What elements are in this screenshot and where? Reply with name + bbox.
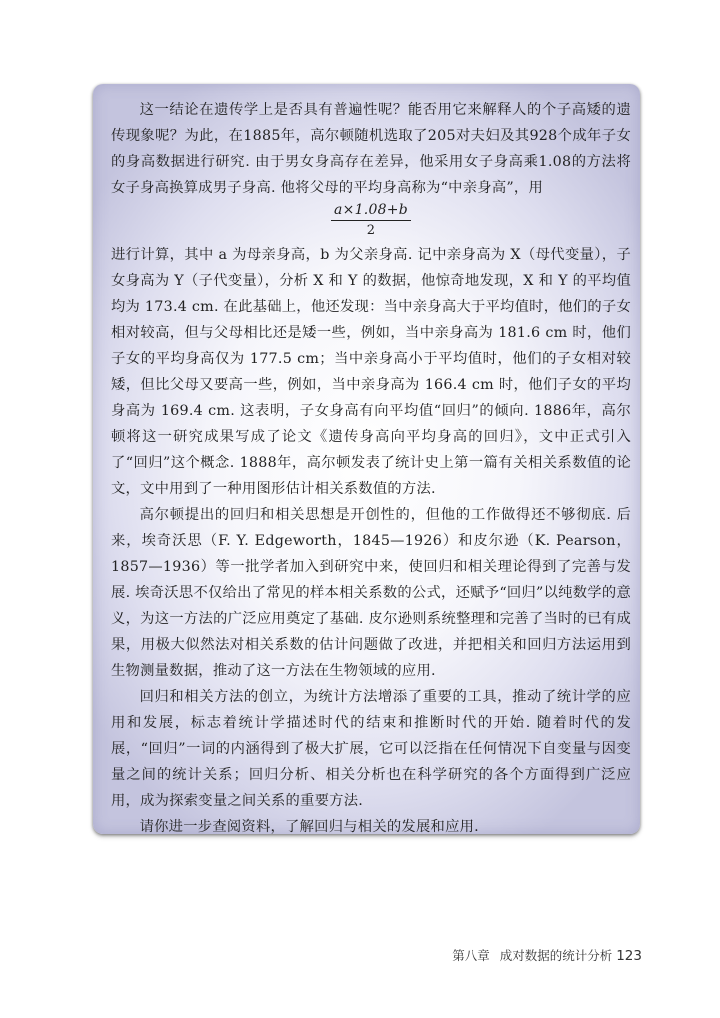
mid-parent-height-formula bbox=[111, 201, 631, 240]
formula-numerator: a×1.08+b bbox=[331, 201, 411, 221]
paragraph-1-intro: 这一结论在遗传学上是否具有普遍性呢？能否用它来解释人的个子高矮的遗传现象呢？为此，在1885年，高尔顿随机选取了205对夫妇及其928个成年子女的身高数据进行研究. 由于男女身高存在差异，他采用女子身高乘1.08的方法将女子身高换算成男子身高. 他将父母的平均身高称为“中亲身高”，用 bbox=[111, 102, 631, 196]
paragraph-4: 请你进一步查阅资料，了解回归与相关的发展和应用. bbox=[139, 819, 479, 835]
chapter-title: 成对数据的统计分析 bbox=[499, 948, 613, 963]
paragraph-1-continuation: 进行计算，其中 a 为母亲身高，b 为父亲身高. 记中亲身高为 X（母代变量），子女身高为 Y（子代变量），分析 X 和 Y 的数据，他惊奇地发现，X 和 Y 的平均值均为 173.4 cm. 在此基础上，他还发现：当中亲身高大于平均值时，他们的子女相对较高，但与父母相比还是矮一些，例如，当中亲身高为 181.6 cm 时，他们子女的平均身高仅为 177.5 cm；当中亲身高小于平均值时，他们的子女相对较矮，但比父母又要高一些，例如，当中亲身高为 166.4 cm 时，他们子女的平均身高为 169.4 cm. 这表明，子女身高有向平均值“回归”的倾向. 1886年，高尔顿将这一研究成果写成了论文《遗传身高向平均身高的回归》，文中正式引入了“回归”这个概念. 1888年，高尔顿发表了统计史上第一篇有关相关系数值的论文，文中用到了一种用图形估计相关系数值的方法. bbox=[111, 247, 631, 497]
chapter-label: 第八章 bbox=[452, 948, 490, 963]
formula-denominator: 2 bbox=[366, 223, 376, 238]
reading-box-text bbox=[111, 97, 631, 840]
paragraph-2: 高尔顿提出的回归和相关思想是开创性的，但他的工作做得还不够彻底. 后来，埃奇沃思（F. Y. Edgeworth，1845—1926）和皮尔逊（K. Pearson，1857—1936）等一批学者加入到研究中来，使回归和相关理论得到了完善与发展. 埃奇沃思不仅给出了常见的样本相关系数的公式，还赋予“回归”以纯数学的意义，为这一方法的广泛应用奠定了基础. 皮尔逊则系统整理和完善了当时的已有成果，用极大似然法对相关系数的估计问题做了改进，并把相关和回归方法运用到生物测量数据，推动了这一方法在生物领域的应用. bbox=[111, 507, 631, 679]
paragraph-3: 回归和相关方法的创立，为统计方法增添了重要的工具，推动了统计学的应用和发展，标志着统计学描述时代的结束和推断时代的开始. 随着时代的发展，“回归”一词的内涵得到了极大扩展，它可以泛指在任何情况下自变量与因变量之间的统计关系；回归分析、相关分析也在科学研究的各个方面得到广泛应用，成为探索变量之间关系的重要方法. bbox=[111, 689, 631, 809]
page-footer bbox=[452, 946, 642, 964]
page-number: 123 bbox=[616, 948, 642, 964]
